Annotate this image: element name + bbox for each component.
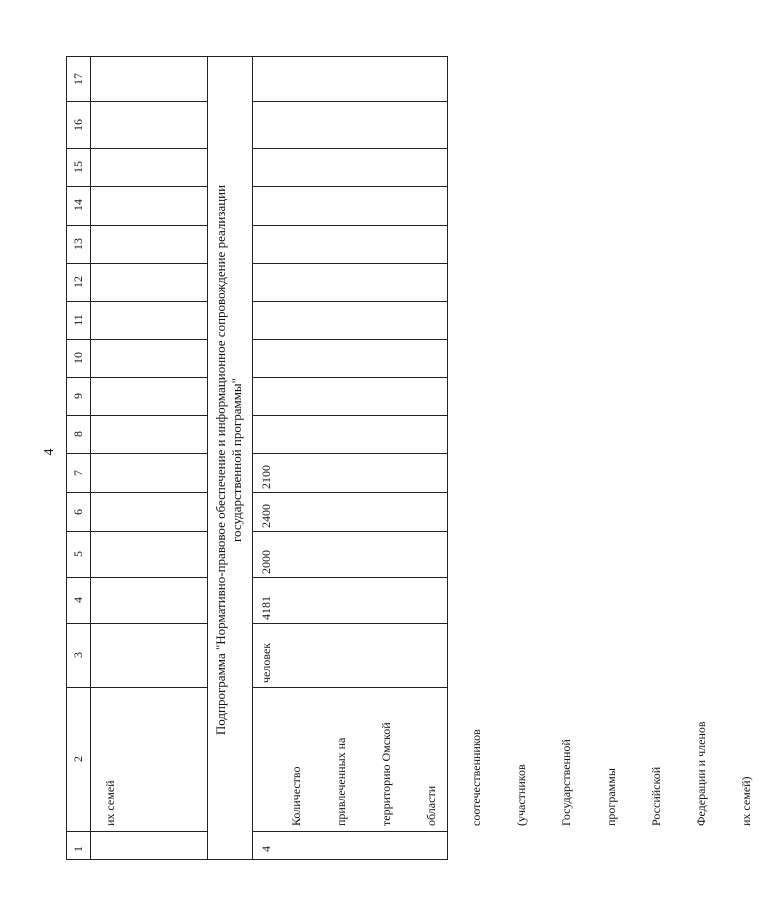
column-header-number: 14 <box>71 199 85 211</box>
col-divider <box>252 301 448 302</box>
column-header-number: 15 <box>71 161 85 173</box>
col-divider <box>66 531 207 532</box>
col-divider <box>66 263 207 264</box>
indicator-name-line: Количество <box>289 766 303 826</box>
row-divider-header <box>90 56 91 860</box>
col-divider <box>66 225 207 226</box>
column-header-number: 10 <box>71 352 85 364</box>
subprogram-title-line2: государственной программы" <box>229 378 244 542</box>
col-divider <box>252 623 448 624</box>
value-col6: 2400 <box>259 504 273 528</box>
indicator-name <box>259 721 769 826</box>
column-header-number: 9 <box>71 393 85 399</box>
col-divider <box>252 492 448 493</box>
column-header-number: 7 <box>71 470 85 476</box>
row-divider-continued <box>207 56 208 860</box>
indicator-name-line: (участников <box>514 764 528 826</box>
indicator-name-line: Федерации и членов <box>694 721 708 826</box>
indicator-name-line: программы <box>604 768 618 826</box>
col-divider <box>66 415 207 416</box>
col-divider <box>66 377 207 378</box>
indicator-name-line: территорию Омской <box>379 722 393 826</box>
indicator-name-line: привлеченных на <box>334 737 348 826</box>
col-divider <box>252 339 448 340</box>
col-divider <box>66 148 207 149</box>
column-header-number: 12 <box>71 276 85 288</box>
column-header-number: 16 <box>71 119 85 131</box>
indicator-name-line: Государственной <box>559 739 573 826</box>
indicator-name-line: Российской <box>649 766 663 826</box>
col-divider <box>252 225 448 226</box>
page-number: 4 <box>42 448 57 456</box>
indicator-name-line: области <box>424 785 438 826</box>
col-divider <box>252 415 448 416</box>
row-divider-subtitle <box>252 56 253 860</box>
column-header-number: 2 <box>71 756 85 762</box>
column-header-number: 6 <box>71 509 85 515</box>
col-divider <box>252 377 448 378</box>
column-header-number: 1 <box>71 846 85 852</box>
subprogram-title-line1: Подпрограмма "Нормативно-правовое обеспечение и информационное сопровождение реализации <box>213 184 228 736</box>
col-divider <box>252 148 448 149</box>
col-divider <box>66 492 207 493</box>
indicator-name-line: соотечественников <box>469 729 483 826</box>
value-col4: 4181 <box>259 596 273 620</box>
value-col7: 2100 <box>259 465 273 489</box>
col-divider <box>66 101 207 102</box>
col-divider <box>66 623 207 624</box>
col-divider <box>66 453 207 454</box>
column-header-number: 5 <box>71 551 85 557</box>
col-divider <box>252 101 448 102</box>
continued-row-text: их семей <box>103 780 117 826</box>
col-divider <box>66 577 207 578</box>
column-header-number: 11 <box>71 314 85 326</box>
col-divider <box>252 577 448 578</box>
col-divider <box>252 531 448 532</box>
col-divider <box>252 453 448 454</box>
column-header-number: 17 <box>71 73 85 85</box>
row-number: 4 <box>259 846 273 852</box>
col-divider <box>252 186 448 187</box>
col-divider <box>66 301 207 302</box>
col-divider <box>66 339 207 340</box>
column-header-number: 13 <box>71 238 85 250</box>
col-divider <box>252 687 448 688</box>
col-divider <box>252 831 448 832</box>
column-header-number: 8 <box>71 431 85 437</box>
col-divider <box>66 186 207 187</box>
col-divider <box>66 831 207 832</box>
subprogram-title <box>213 100 245 820</box>
column-header-number: 4 <box>71 597 85 603</box>
unit-cell: человек <box>259 642 273 683</box>
indicator-name-line: их семей) <box>739 776 753 826</box>
value-col5: 2000 <box>259 550 273 574</box>
col-divider <box>66 687 207 688</box>
column-header-number: 3 <box>71 652 85 658</box>
col-divider <box>252 263 448 264</box>
